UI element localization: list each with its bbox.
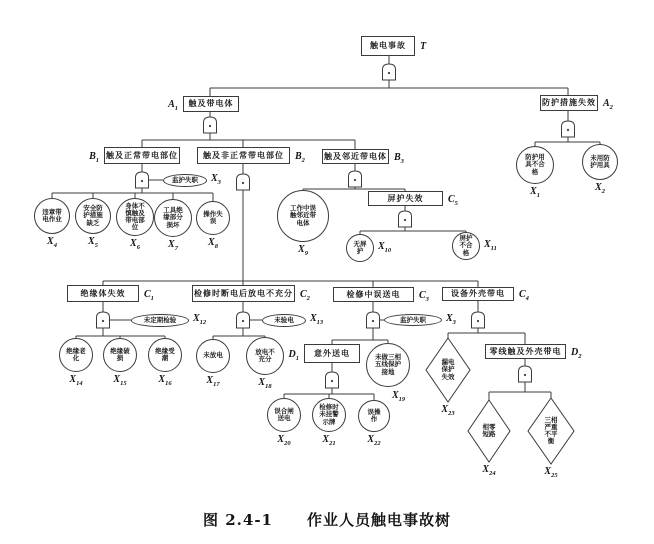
event-tag-condX13: $X_{13}$: [310, 313, 324, 326]
event-box-D1: 意外送电: [304, 344, 360, 363]
event-tag-X21: $X_{21}$: [322, 434, 336, 447]
event-tag-B2: $B_2$: [295, 150, 305, 164]
event-tag-condX3a: $X_3$: [211, 173, 221, 186]
event-tag-A1: $A_1$: [168, 99, 178, 112]
event-tag-C4: $C_4$: [519, 289, 529, 302]
basic-event-X15: 绝缘破损: [103, 338, 137, 372]
event-tag-X20: $X_{20}$: [277, 434, 291, 447]
basic-event-X10: 无屏护: [346, 234, 374, 262]
event-tag-D1: $D_1$: [288, 348, 299, 362]
event-tag-X4: $X_4$: [47, 236, 57, 249]
condition-event-condX3b: 监护失职: [384, 314, 442, 326]
event-box-B1: 触及正常带电部位: [104, 147, 180, 164]
event-tag-X9: $X_9$: [298, 244, 308, 257]
basic-event-X5: 安全防护措施缺乏: [75, 198, 111, 234]
event-tag-B1: $B_1$: [89, 150, 99, 164]
event-box-A1: 触及带电体: [183, 96, 239, 112]
basic-event-X1: 防护用具不合格: [516, 146, 554, 184]
event-tag-condX3b: $X_3$: [446, 313, 456, 326]
basic-event-X9: 工作中误触邻近带电体: [277, 190, 329, 242]
event-tag-X14: $X_{14}$: [69, 374, 83, 387]
event-tag-D2: $D_2$: [571, 346, 582, 360]
basic-event-X17: 未放电: [196, 339, 230, 373]
event-tag-X22: $X_{22}$: [367, 434, 381, 447]
event-tag-condX12: $X_{12}$: [193, 313, 207, 326]
basic-event-X21: 检修时未挂警示牌: [312, 398, 346, 432]
event-tag-X5: $X_5$: [88, 236, 98, 249]
condition-event-condX12: 未定期检验: [131, 314, 189, 327]
event-tag-X6: $X_6$: [130, 238, 140, 251]
basic-event-X16: 绝缘受潮: [148, 338, 182, 372]
event-box-B3: 触及邻近带电体: [322, 149, 389, 164]
condition-event-condX3a: 监护失职: [163, 174, 207, 187]
undeveloped-event-X24: 相零短路: [482, 422, 496, 438]
event-tag-X24: $X_{24}$: [482, 464, 496, 477]
event-tag-X16: $X_{16}$: [158, 374, 172, 387]
event-tag-X2: $X_2$: [595, 182, 605, 195]
event-tag-C1: $C_1$: [144, 288, 154, 302]
basic-event-X7: 工具绝缘部分损坏: [154, 199, 192, 237]
event-box-C3: 检修中误送电: [333, 287, 414, 302]
event-tag-X19: $X_{19}$: [392, 390, 406, 403]
event-tag-X10: $X_{10}$: [378, 241, 392, 254]
event-tag-T: T: [420, 41, 427, 52]
event-tag-X7: $X_7$: [168, 239, 178, 252]
event-box-C1: 绝缘体失效: [67, 285, 139, 302]
event-tag-X11: $X_{11}$: [484, 239, 497, 252]
basic-event-X6: 身体不慎触及带电部位: [116, 198, 154, 236]
basic-event-X22: 误操作: [358, 400, 390, 432]
event-box-B2: 触及非正常带电部位: [197, 147, 290, 164]
event-tag-C2: $C_2$: [300, 288, 310, 302]
event-tag-A2: $A_2$: [603, 98, 613, 111]
event-box-C4: 设备外壳带电: [442, 287, 514, 301]
basic-event-X2: 未用防护用具: [582, 144, 618, 180]
event-tag-X15: $X_{15}$: [113, 374, 127, 387]
basic-event-X4: 违章带电作业: [34, 198, 70, 234]
event-tag-X23: $X_{23}$: [441, 404, 455, 417]
figure-caption: [0, 509, 654, 530]
event-tag-C5: $C_5$: [448, 193, 458, 207]
basic-event-X11: 屏护不合格: [452, 232, 480, 260]
event-box-C5: 屏护失效: [368, 191, 443, 206]
event-box-D2: 零线触及外壳带电: [485, 344, 566, 359]
basic-event-X18: 放电不充分: [246, 337, 284, 375]
event-tag-X18: $X_{18}$: [258, 377, 272, 390]
undeveloped-event-X23: 漏电保护失效: [441, 358, 455, 381]
event-box-C2: 检修时断电后放电不充分: [192, 285, 295, 302]
figure-title: 作业人员触电事故树: [306, 511, 451, 529]
event-tag-X17: $X_{17}$: [206, 375, 220, 388]
event-tag-X8: $X_8$: [208, 237, 218, 250]
event-tag-X1: $X_1$: [530, 186, 540, 199]
basic-event-X14: 绝缘老化: [59, 338, 93, 372]
event-box-T: 触电事故: [361, 36, 415, 56]
event-tag-C3: $C_3$: [419, 289, 429, 303]
undeveloped-event-X25: 三相严重不平衡: [544, 415, 558, 446]
figure-number: 图 2.4-1: [203, 511, 273, 529]
event-tag-B3: $B_3$: [394, 151, 404, 165]
event-box-A2: 防护措施失效: [540, 95, 598, 111]
event-tag-X25: $X_{25}$: [544, 466, 558, 479]
condition-event-condX13: 未验电: [262, 314, 306, 327]
basic-event-X8: 操作失误: [196, 201, 230, 235]
basic-event-X20: 误合闸送电: [267, 398, 301, 432]
basic-event-X19: 未做三相五线保护接地: [366, 343, 410, 387]
